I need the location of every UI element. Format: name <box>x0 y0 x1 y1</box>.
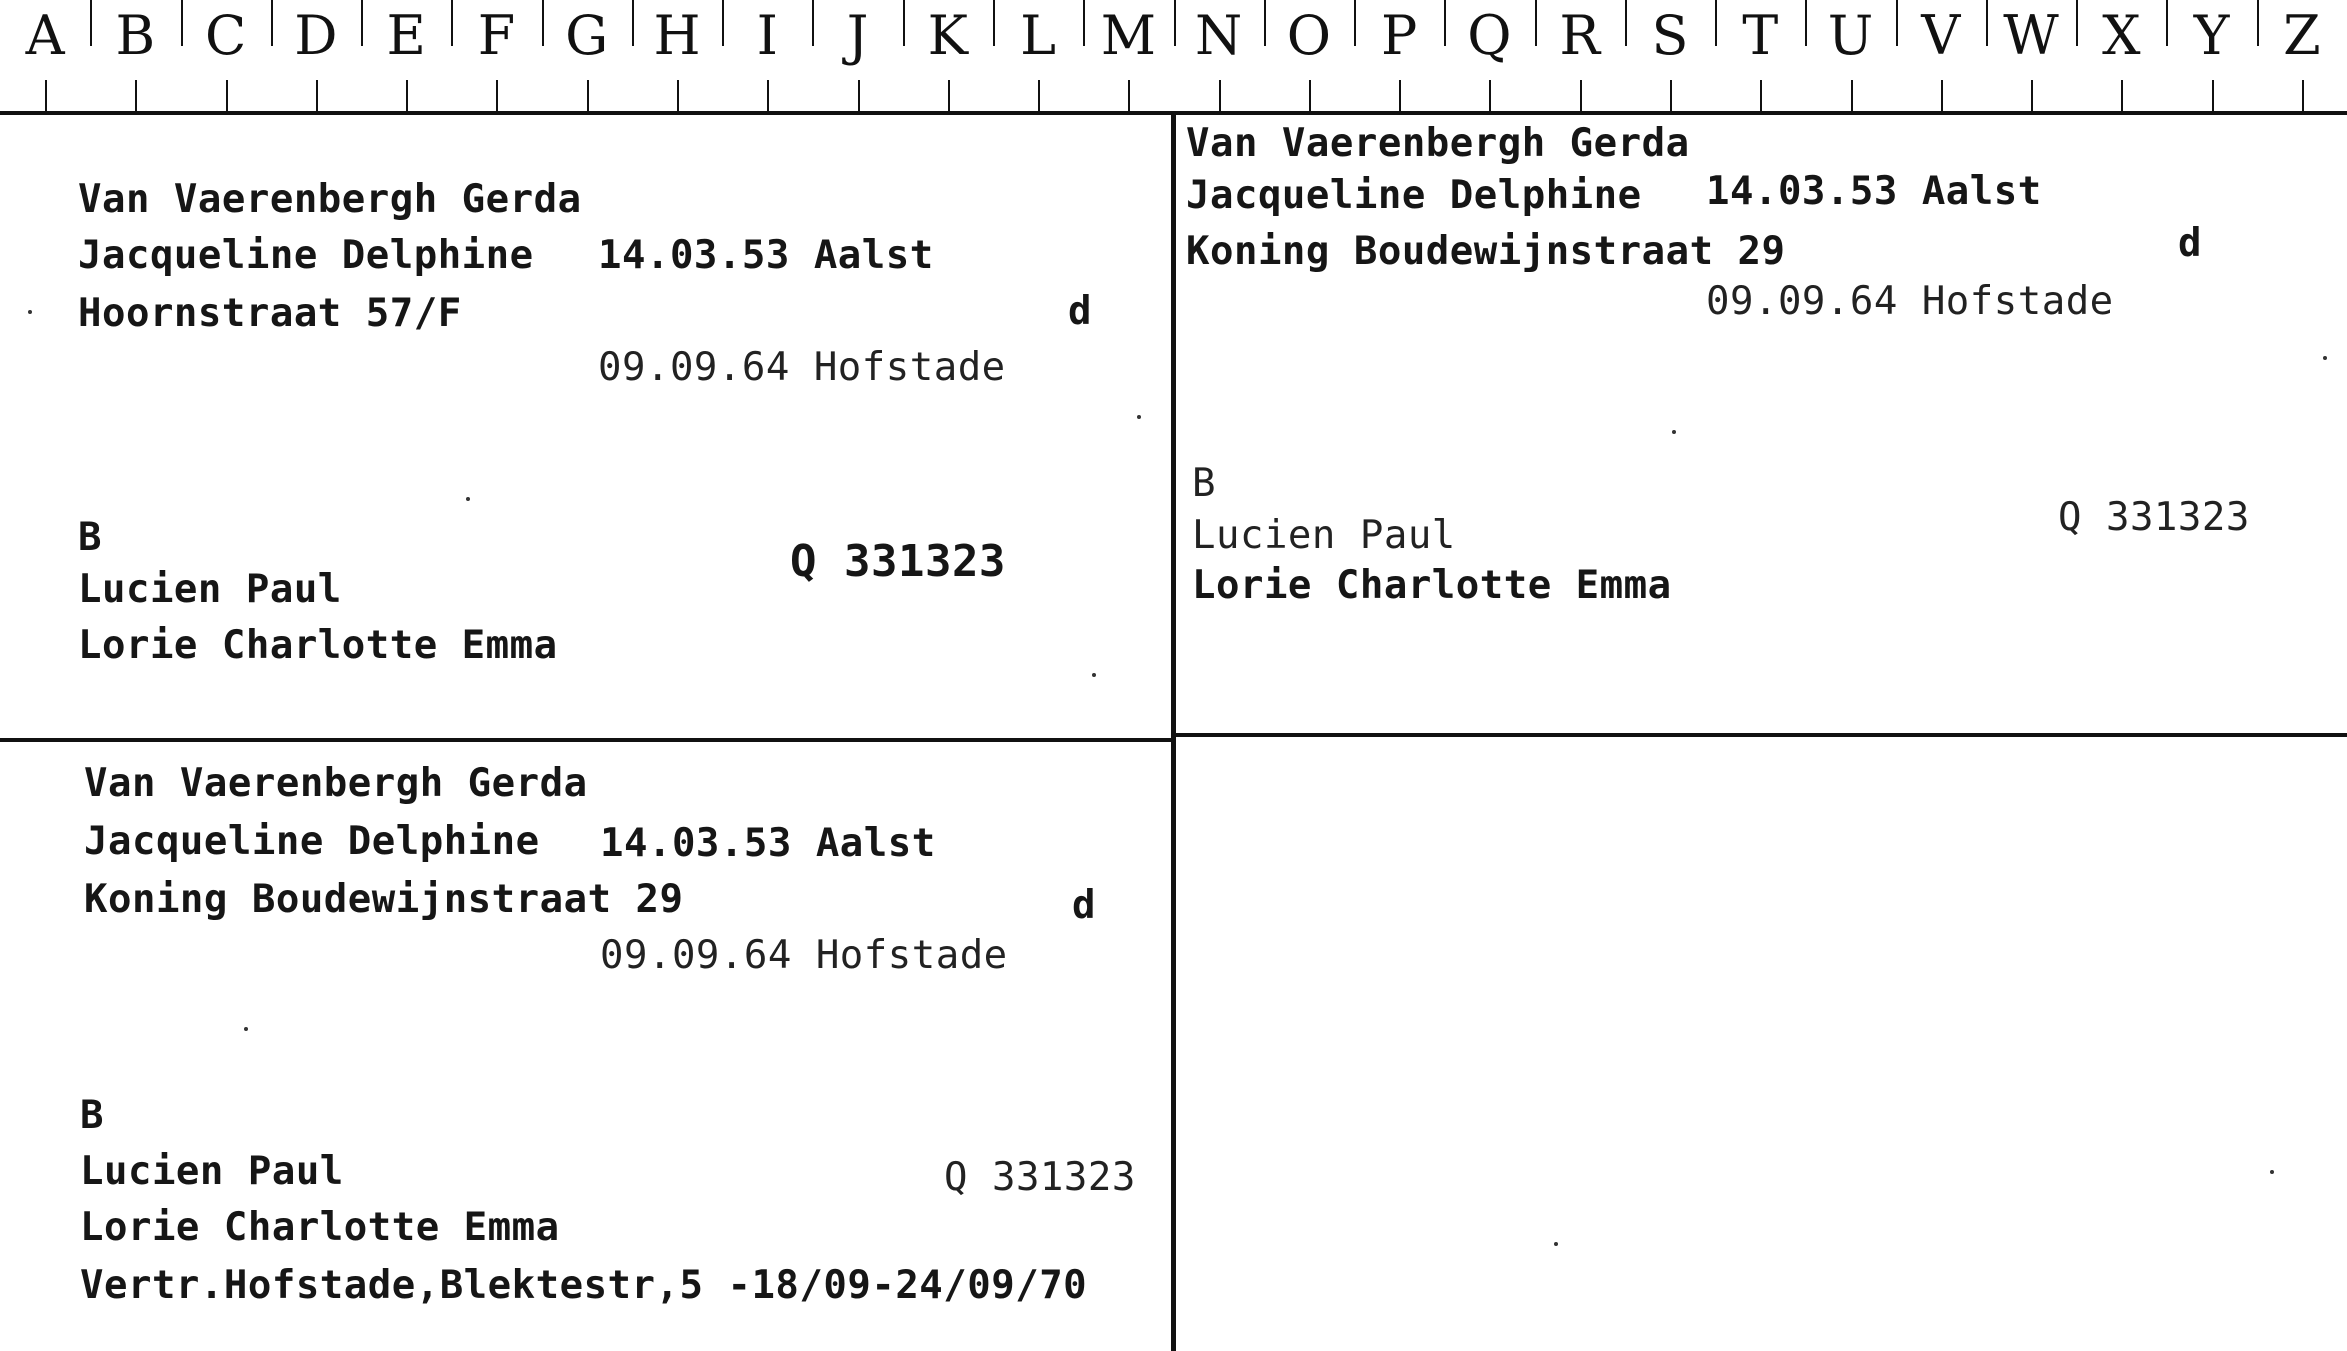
alphabet-index-strip <box>0 0 2347 116</box>
index-letter-c: C <box>205 4 247 67</box>
index-tick <box>1489 80 1491 112</box>
index-separator <box>1805 0 1807 46</box>
index-letter-d: D <box>294 4 338 67</box>
index-letter-q: Q <box>1467 4 1512 67</box>
card-registration: 09.09.64 Hofstade <box>1706 279 2114 324</box>
card-birth: 14.03.53 Aalst <box>598 233 934 278</box>
card-address: Koning Boudewijnstraat 29 <box>84 877 684 922</box>
index-tick <box>45 80 47 112</box>
card-father: Lucien Paul <box>1192 513 1456 558</box>
card-given-names: Jacqueline Delphine <box>1186 173 1642 218</box>
card-registration: 09.09.64 Hofstade <box>600 933 1008 978</box>
card-mother: Lorie Charlotte Emma <box>1192 563 1672 608</box>
index-letter-b: B <box>115 4 156 67</box>
card-surname: Van Vaerenbergh Gerda <box>84 761 588 806</box>
index-tick <box>2031 80 2033 112</box>
card-mother: Lorie Charlotte Emma <box>80 1205 560 1250</box>
index-separator <box>451 0 453 46</box>
index-tick <box>2212 80 2214 112</box>
index-letter-x: X <box>2102 4 2141 67</box>
card-bottom-right-empty <box>1176 737 2347 1351</box>
index-tick <box>135 80 137 112</box>
card-given-names: Jacqueline Delphine <box>78 233 534 278</box>
index-separator <box>812 0 814 46</box>
index-separator <box>2257 0 2259 46</box>
index-tick <box>1128 80 1130 112</box>
scan-speck <box>466 497 470 501</box>
index-separator <box>722 0 724 46</box>
index-letter-w: W <box>2003 4 2059 67</box>
index-letter-m: M <box>1100 4 1156 67</box>
index-letter-h: H <box>653 4 701 67</box>
index-tick <box>1670 80 1672 112</box>
card-reference: Q 331323 <box>790 536 1006 587</box>
card-departure-note: Vertr.Hofstade,Blektestr,5 -18/09-24/09/70 <box>80 1263 1088 1308</box>
index-separator <box>1083 0 1085 46</box>
index-separator <box>1264 0 1266 46</box>
card-birth: 14.03.53 Aalst <box>600 821 936 866</box>
scan-speck <box>2323 356 2327 360</box>
index-tick <box>1941 80 1943 112</box>
index-letter-e: E <box>386 4 426 67</box>
index-separator <box>1535 0 1537 46</box>
index-separator <box>271 0 273 46</box>
index-tick <box>948 80 950 112</box>
index-letter-t: T <box>1742 4 1779 67</box>
index-tick <box>767 80 769 112</box>
index-letter-r: R <box>1559 4 1601 67</box>
card-mother: Lorie Charlotte Emma <box>78 623 558 668</box>
index-separator <box>1354 0 1356 46</box>
scan-speck <box>244 1027 248 1031</box>
index-separator <box>1444 0 1446 46</box>
index-tick <box>587 80 589 112</box>
index-tick <box>226 80 228 112</box>
index-tick <box>406 80 408 112</box>
card-section: B <box>1192 461 1216 506</box>
card-section: B <box>80 1093 104 1138</box>
index-separator <box>993 0 995 46</box>
scan-speck <box>2270 1170 2274 1174</box>
index-tick <box>1038 80 1040 112</box>
index-letter-y: Y <box>2193 4 2230 67</box>
card-birth: 14.03.53 Aalst <box>1706 169 2042 214</box>
index-separator <box>903 0 905 46</box>
card-marker: d <box>1072 883 1096 928</box>
card-surname: Van Vaerenbergh Gerda <box>1186 121 1690 166</box>
card-reference: Q 331323 <box>944 1155 1136 1200</box>
card-address: Koning Boudewijnstraat 29 <box>1186 229 1786 274</box>
index-letter-n: N <box>1195 4 1243 67</box>
index-tick <box>1851 80 1853 112</box>
scan-speck <box>1672 430 1676 434</box>
index-separator <box>90 0 92 46</box>
scan-speck <box>1137 415 1141 419</box>
index-letter-i: I <box>756 4 778 67</box>
card-marker: d <box>1068 289 1092 334</box>
card-reference: Q 331323 <box>2058 495 2250 540</box>
index-tick <box>2121 80 2123 112</box>
scan-speck <box>1554 1242 1558 1246</box>
index-letter-f: F <box>477 4 516 67</box>
index-separator <box>1896 0 1898 46</box>
index-letter-u: U <box>1827 4 1874 67</box>
card-marker: d <box>2178 221 2202 266</box>
card-address: Hoornstraat 57/F <box>78 291 462 336</box>
index-letter-v: V <box>1921 4 1961 67</box>
index-letter-o: O <box>1286 4 1332 67</box>
index-tick <box>496 80 498 112</box>
index-separator <box>1174 0 1176 46</box>
index-tick <box>316 80 318 112</box>
index-separator <box>2166 0 2168 46</box>
index-letter-k: K <box>927 4 968 67</box>
card-father: Lucien Paul <box>80 1149 344 1194</box>
index-letter-g: G <box>565 4 609 67</box>
card-father: Lucien Paul <box>78 567 342 612</box>
scan-speck <box>28 310 32 314</box>
card-section: B <box>78 515 102 560</box>
card-surname: Van Vaerenbergh Gerda <box>78 177 582 222</box>
index-tick <box>1219 80 1221 112</box>
index-separator <box>361 0 363 46</box>
index-separator <box>632 0 634 46</box>
index-letter-a: A <box>25 4 65 67</box>
horizontal-card-divider-left <box>0 738 1173 742</box>
index-tick <box>1309 80 1311 112</box>
index-separator <box>1986 0 1988 46</box>
index-tick <box>1580 80 1582 112</box>
index-separator <box>2076 0 2078 46</box>
index-separator <box>1715 0 1717 46</box>
index-letter-p: P <box>1380 4 1418 67</box>
index-tick <box>1399 80 1401 112</box>
index-tick <box>677 80 679 112</box>
index-letter-s: S <box>1651 4 1689 67</box>
card-registration: 09.09.64 Hofstade <box>598 345 1006 390</box>
index-tick <box>858 80 860 112</box>
index-separator <box>181 0 183 46</box>
index-separator <box>542 0 544 46</box>
index-tick <box>1760 80 1762 112</box>
index-letter-z: Z <box>2283 4 2321 67</box>
card-given-names: Jacqueline Delphine <box>84 819 540 864</box>
index-letter-l: L <box>1020 4 1057 67</box>
index-separator <box>1625 0 1627 46</box>
index-letter-j: J <box>846 4 869 67</box>
index-tick <box>2302 80 2304 112</box>
scan-speck <box>1092 673 1096 677</box>
